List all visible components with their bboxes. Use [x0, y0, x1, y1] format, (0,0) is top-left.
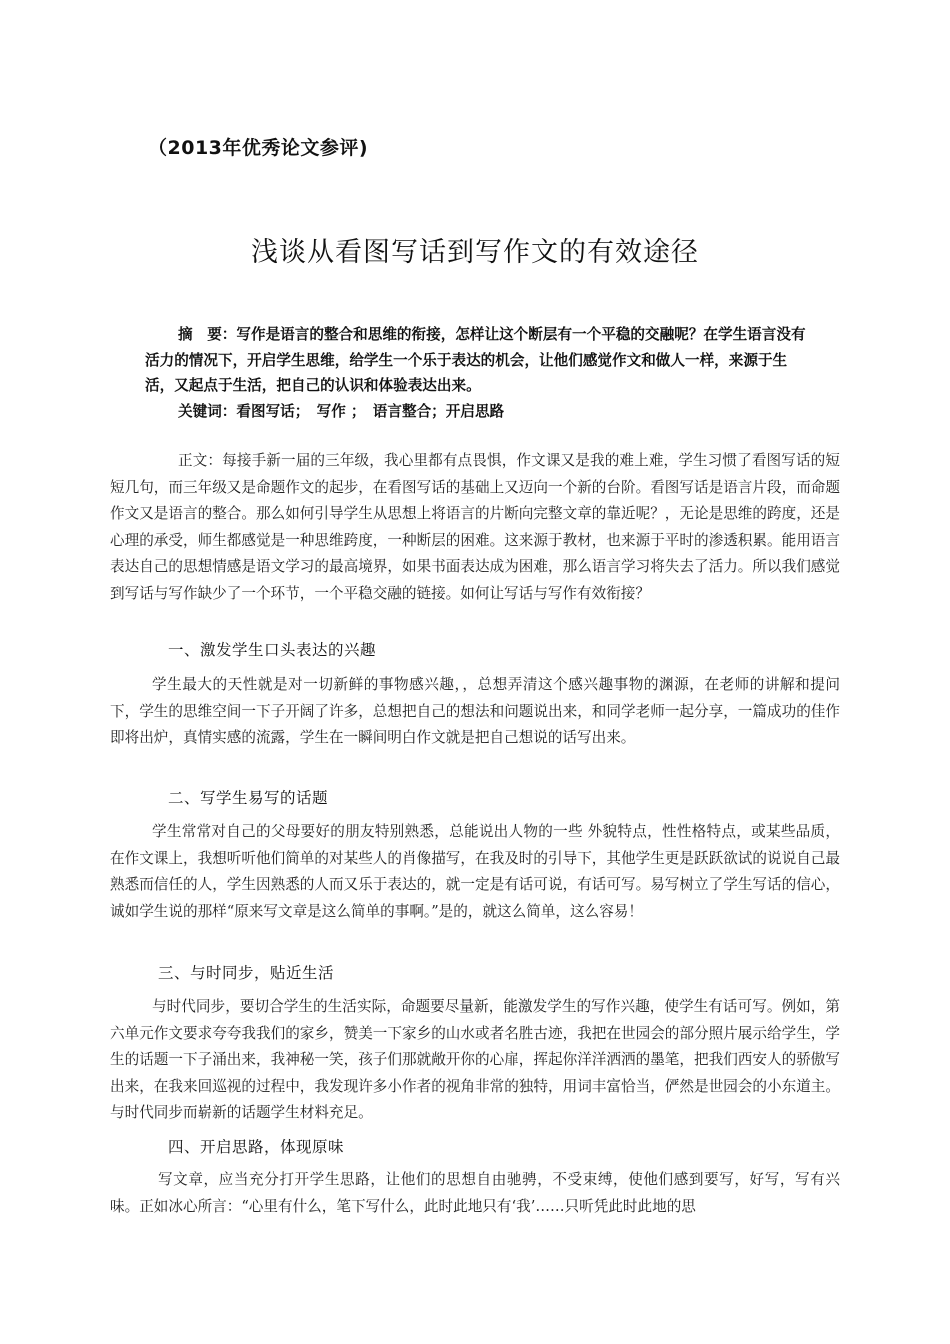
- section-heading-4: 四、开启思路，体现原味: [168, 1138, 345, 1156]
- section-heading-3: 三、与时同步，贴近生活: [158, 964, 335, 982]
- section-body-2: 学生常常对自己的父母要好的朋友特别熟悉，总能说出人物的一些 外貌特点，性性格特点，或某些品质，在作文课上，我想听听他们简单的对某些人的肖像描写，在我及时的引导下，其他学生更是跃跃欲试的说说自己最熟悉而信任的人，学生因熟悉的人而又乐于表达的，就一定是有话可说，有话可写。易写树立了学生写话的信心，诚如学生说的那样“原来写文章是这么简单的事啊。”是的，就这么简单，这么容易！: [110, 823, 840, 920]
- section-body-3: 与时代同步，要切合学生的生活实际，命题要尽量新，能激发学生的写作兴趣，使学生有话可写。例如，第六单元作文要求夸夸我我们的家乡，赞美一下家乡的山水或者名胜古迹，我把在世园会的部分照片展示给学生，学生的话题一下子涌出来，我神秘一笑，孩子们那就敞开你的心扉，挥起你洋洋洒洒的墨笔，把我们西安人的骄傲写出来，在我来回巡视的过程中，我发现许多小作者的视角非常的独特，用词丰富恰当，俨然是世园会的小东道主。与时代同步而崭新的话题学生材料充足。: [110, 998, 840, 1121]
- intro-paragraph: 正文：每接手新一届的三年级，我心里都有点畏惧，作文课又是我的难上难，学生习惯了看图写话的短短几句，而三年级又是命题作文的起步，在看图写话的基础上又迈向一个新的台阶。看图写话是语言片段，而命题作文又是语言的整合。那么如何引导学生从思想上将语言的片断向完整文章的靠近呢？，无论是思维的跨度，还是心理的承受，师生都感觉是一种思维跨度，一种断层的困难。这来源于教材，也来源于平时的渗透积累。能用语言表达自己的思想情感是语文学习的最高境界，如果书面表达成为困难，那么语言学习将失去了活力。所以我们感觉到写话与写作缺少了一个环节，一个平稳交融的链接。如何让写话与写作有效衔接？: [110, 452, 840, 602]
- competition-note: （2013年优秀论文参评): [148, 137, 369, 159]
- document-title: 浅谈从看图写话到写作文的有效途径: [251, 237, 699, 268]
- keywords-line: 关键词：看图写话； 写作 ； 语言整合；开启思路: [178, 403, 505, 420]
- section-body-1: 学生最大的天性就是对一切新鲜的事物感兴趣，，总想弄清这个感兴趣事物的渊源，在老师的讲解和提问下，学生的思维空间一下子开阔了许多，总想把自己的想法和问题说出来，和同学老师一起分享，一篇成功的佳作即将出炉，真情实感的流露，学生在一瞬间明白作文就是把自己想说的话写出来。: [110, 676, 840, 746]
- section-body-4: 写文章，应当充分打开学生思路，让他们的思想自由驰骋，不受束缚，使他们感到要写，好写，写有兴味。正如冰心所言：“心里有什么，笔下写什么，此时此地只有‘我’……只听凭此时此地的思: [110, 1171, 840, 1215]
- section-heading-1: 一、激发学生口头表达的兴趣: [168, 641, 377, 659]
- abstract-paragraph: 摘 要：写作是语言的整合和思维的衔接，怎样让这个断层有一个平稳的交融呢？在学生语言没有活力的情况下，开启学生思维，给学生一个乐于表达的机会，让他们感觉作文和做人一样，来源于生活，又起点于生活，把自己的认识和体验表达出来。: [145, 326, 806, 394]
- section-heading-2: 二、写学生易写的话题: [168, 789, 329, 807]
